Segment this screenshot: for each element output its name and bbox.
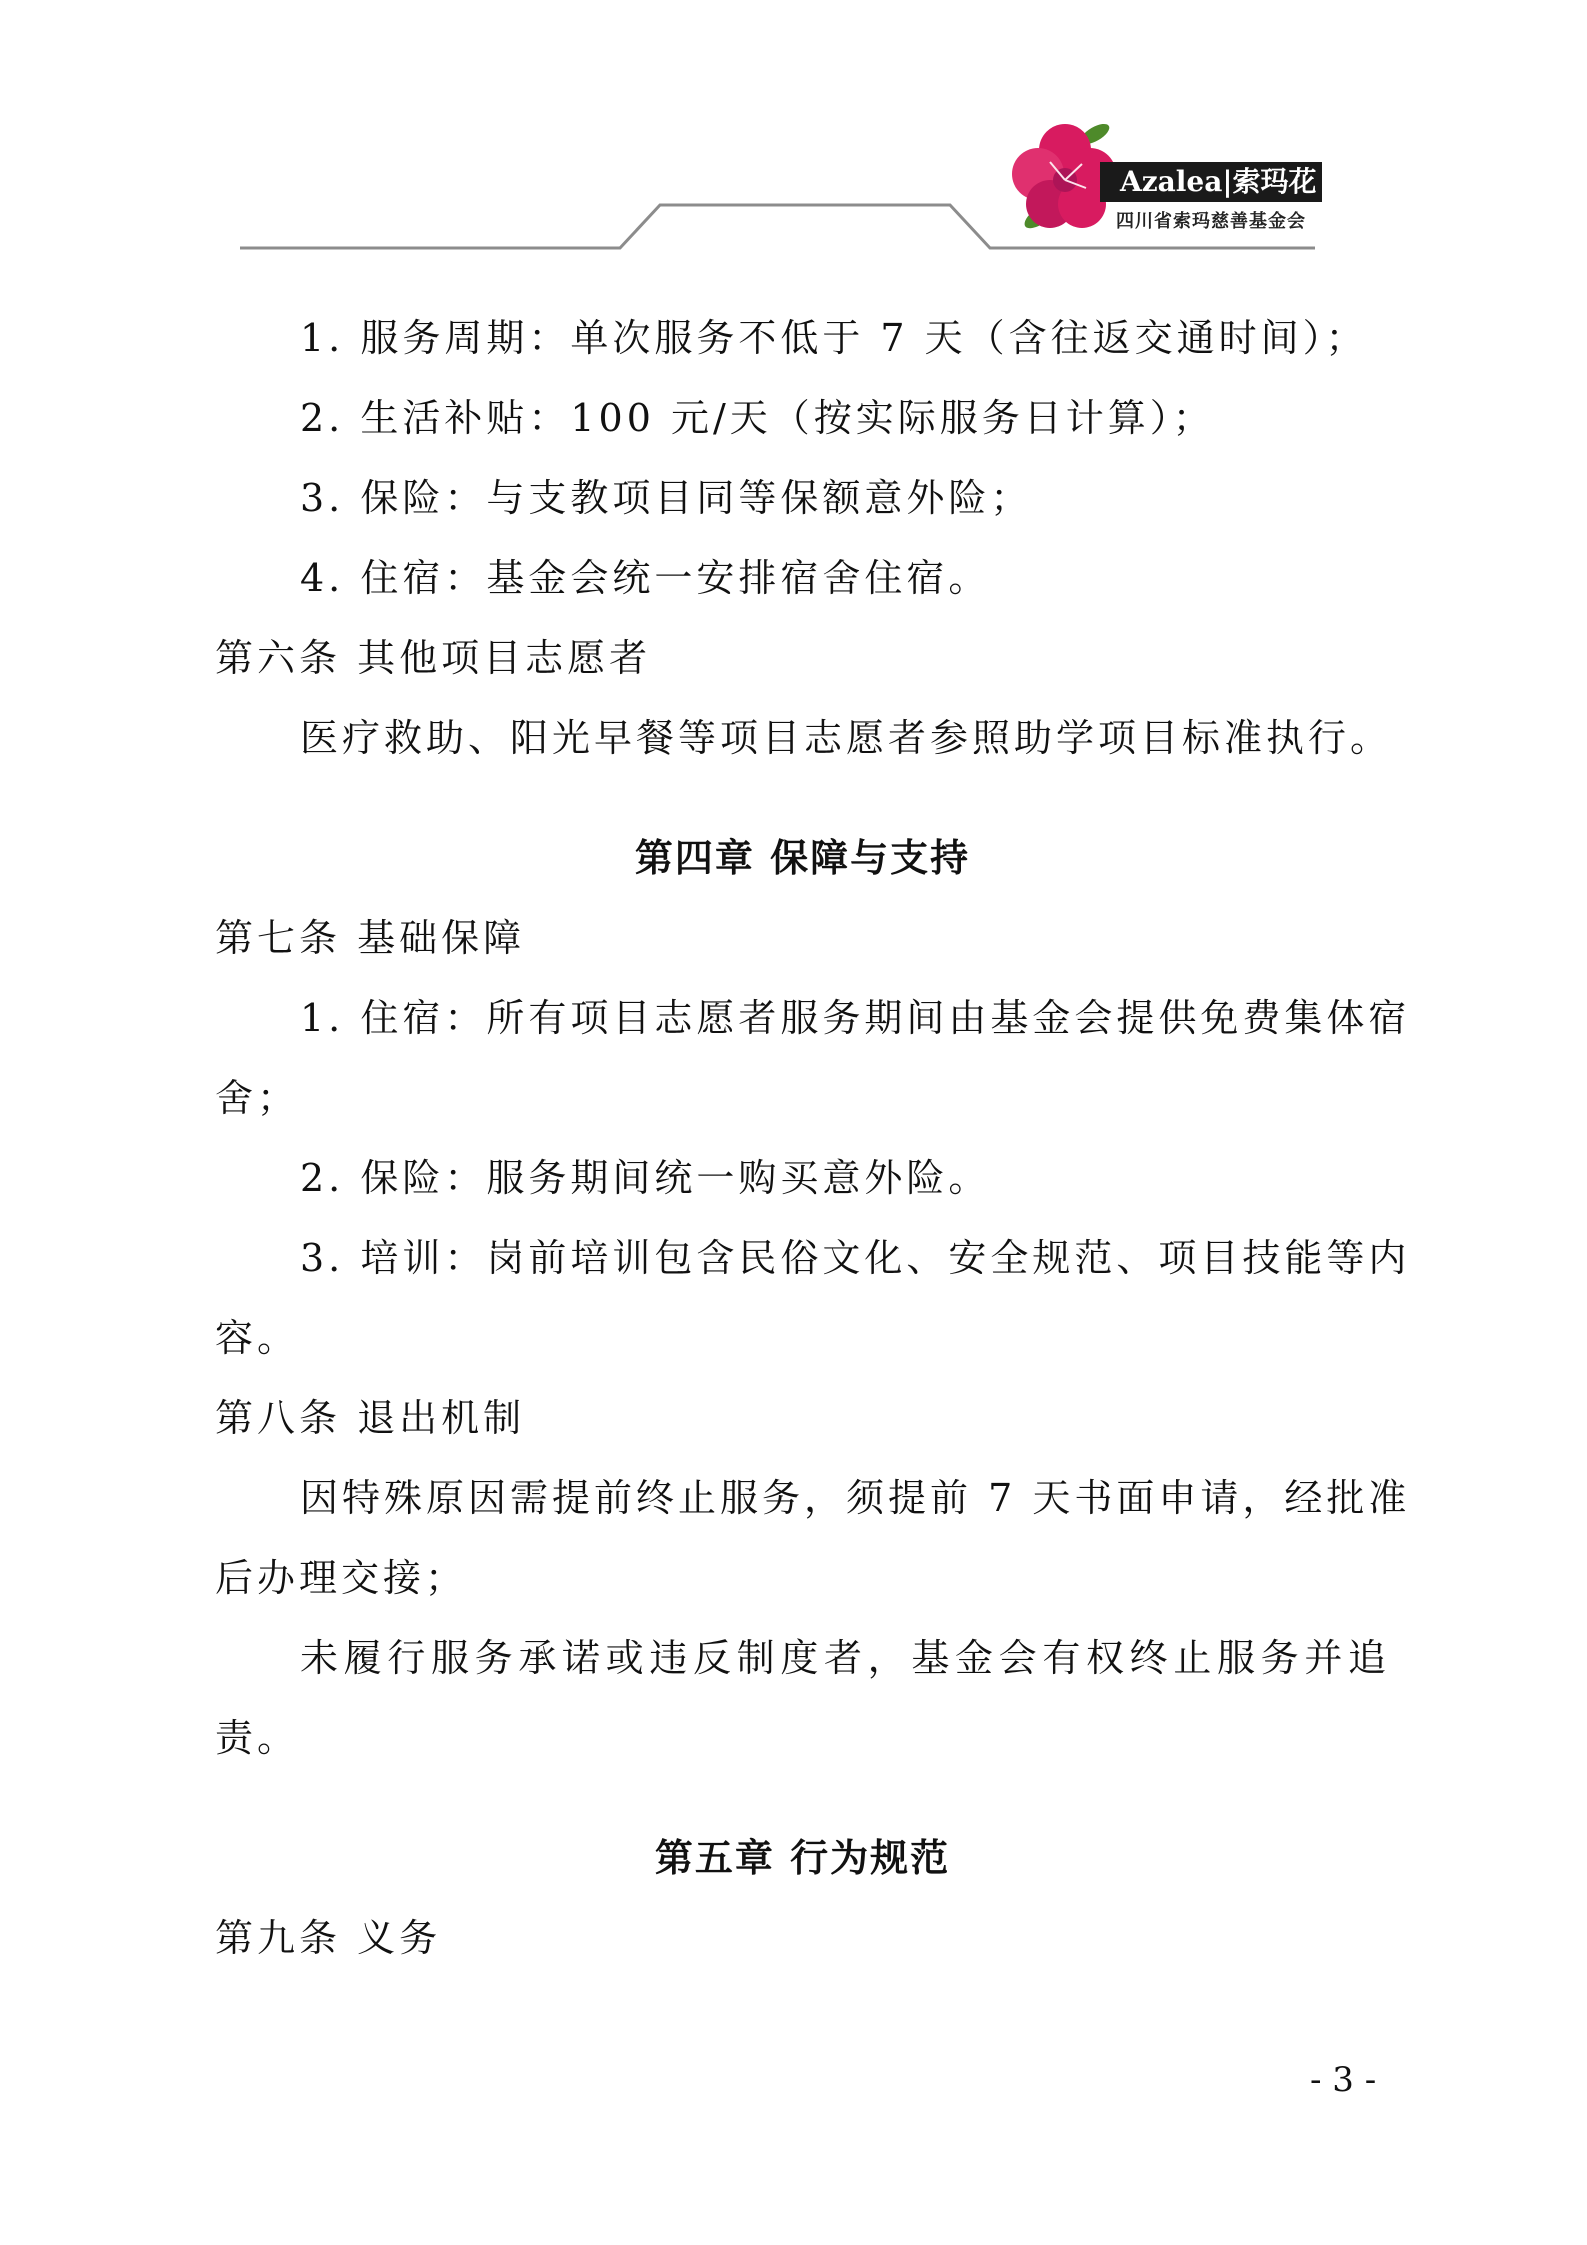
paragraph-continuation: 责。 <box>215 1716 300 1760</box>
list-item: 2. 生活补贴：100 元/天（按实际服务日计算）； <box>300 396 1215 440</box>
article-7-title: 第七条 基础保障 <box>215 916 526 960</box>
chapter-4-title: 第四章 保障与支持 <box>634 836 971 880</box>
article-8-title: 第八条 退出机制 <box>215 1396 526 1440</box>
document-body <box>215 298 1411 1978</box>
logo-org-name: 四川省索玛慈善基金会 <box>1116 211 1306 232</box>
article-6-title: 第六条 其他项目志愿者 <box>215 636 652 680</box>
logo-brand-text: Azalea|索玛花 <box>1100 162 1322 202</box>
header-rule <box>0 0 1587 260</box>
article-6-body: 医疗救助、阳光早餐等项目志愿者参照助学项目标准执行。 <box>300 716 1393 760</box>
list-item: 3. 培训：岗前培训包含民俗文化、安全规范、项目技能等内 <box>300 1236 1411 1280</box>
list-item-continuation: 舍； <box>215 1076 300 1120</box>
list-item: 4. 住宿：基金会统一安排宿舍住宿。 <box>300 556 991 600</box>
list-item: 3. 保险：与支教项目同等保额意外险； <box>300 476 1033 520</box>
foundation-logo <box>1000 116 1330 246</box>
paragraph: 因特殊原因需提前终止服务，须提前 7 天书面申请，经批准 <box>300 1476 1411 1520</box>
list-item: 2. 保险：服务期间统一购买意外险。 <box>300 1156 991 1200</box>
list-item: 1. 住宿：所有项目志愿者服务期间由基金会提供免费集体宿 <box>300 996 1411 1040</box>
paragraph-continuation: 后办理交接； <box>215 1556 468 1600</box>
article-9-title: 第九条 义务 <box>215 1916 442 1960</box>
list-item-continuation: 容。 <box>215 1316 300 1360</box>
page-number: - 3 - <box>1310 2060 1377 2100</box>
paragraph: 未履行服务承诺或违反制度者，基金会有权终止服务并追 <box>300 1636 1390 1680</box>
list-item: 1. 服务周期：单次服务不低于 7 天（含往返交通时间）； <box>300 316 1368 360</box>
chapter-5-title: 第五章 行为规范 <box>654 1836 951 1880</box>
